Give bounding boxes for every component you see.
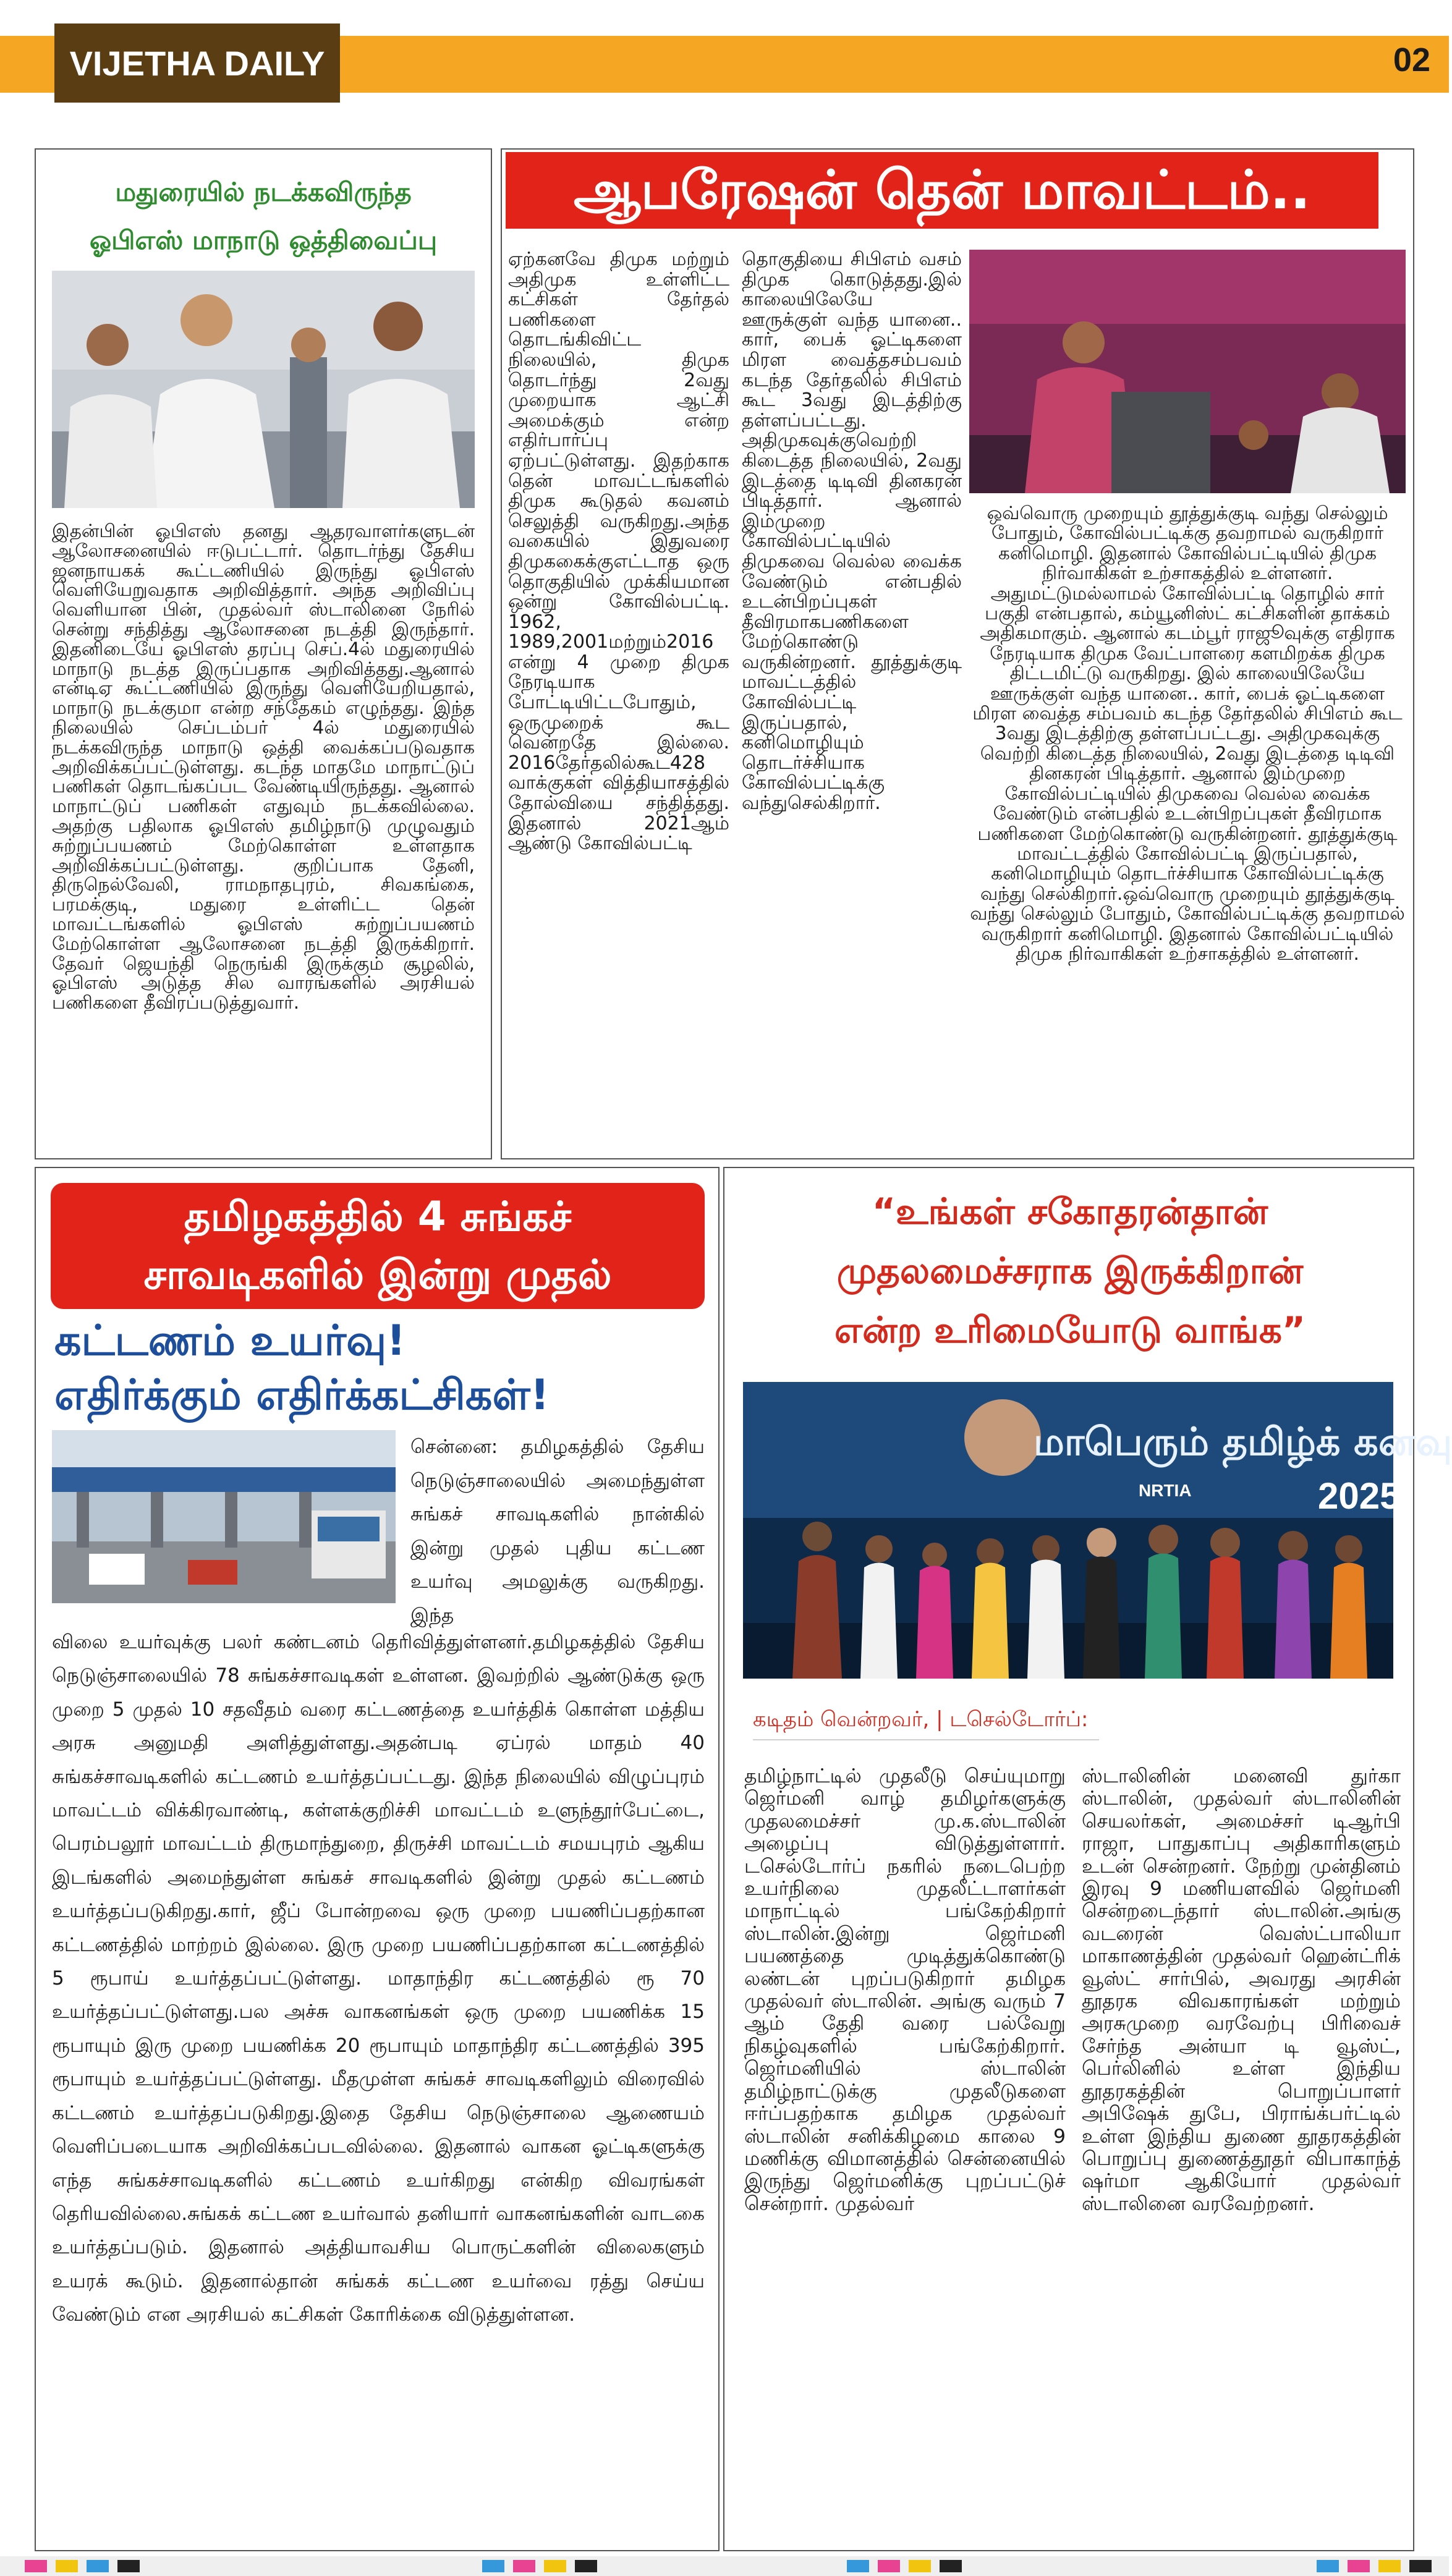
article-toll-box bbox=[35, 1167, 720, 2551]
article-ops-title-line1: மதுரையில் நடக்கவிருந்த bbox=[115, 177, 412, 207]
article-stalin-headline-line2: முதலமைச்சராக இருக்கிறான் bbox=[836, 1250, 1304, 1292]
article-ops-title-line2: ஓபிஎஸ் மாநாடு ஒத்திவைப்பு bbox=[89, 225, 438, 255]
article-stalin-headline-line3: என்ற உரிமையோடு வாங்க” bbox=[834, 1309, 1306, 1351]
article-stalin-photo-banner-year: 2025 bbox=[1318, 1475, 1401, 1517]
article-ops-body: இதன்பின் ஓபிஎஸ் தனது ஆதரவாளர்களுடன் ஆலோசனையில் ஈடுபட்டார். தொடர்ந்து தேசிய ஜனநாயகக் கூட்டணியில் இருந்து ஓபிஎஸ் வெளியேறுவதாக அறிவித்தார். அந்த அறிவிப்பு வெளியான பின், முதல்வர் ஸ்டாலினை நேரில் சென்று சந்தித்து ஆலோசனை நடத்தி இருந்தார். இதனிடையே ஓபிஎஸ் தரப்பு செப்.4ல் மதுரையில் மாநாடு நடத்த இருப்பதாக அறிவித்தது.ஆனால் என்டிஏ கூட்டணியில் இருந்து வெளியேறியதால், மாநாடு நடக்குமா என்ற சந்தேகம் எழுந்தது. இந்த நிலையில் செப்டம்பர் 4ல் மதுரையில் நடக்கவிருந்த மாநாடு ஒத்தி வைக்கப்படுவதாக அறிவிக்கப்பட்டுள்ளது. கடந்த மாதமே மாநாட்டுப் பணிகள் தொடங்கப்பட வேண்டியிருந்தது. ஆனால் மாநாட்டுப் பணிகள் எதுவும் நடக்கவில்லை. அதற்கு பதிலாக ஓபிஎஸ் தமிழ்நாடு முழுவதும் சுற்றுப்பயணம் மேற்கொள்ள உள்ளதாக அறிவிக்கப்பட்டுள்ளது. குறிப்பாக தேனி, திருநெல்வேலி, ராமநாதபுரம், சிவகங்கை, பரமக்குடி, மதுரை உள்ளிட்ட தென் மாவட்டங்களில் ஓபிஎஸ் சுற்றுப்பயணம் மேற்கொள்ள ஆலோசனை நடத்தி இருக்கிறார். தேவர் ஜெயந்தி நெருங்கி இருக்கும் சூழலில், ஓபிஎஸ் அடுத்த சில வாரங்களில் அரசியல் பணிகளை தீவிரப்படுத்துவார். bbox=[52, 520, 475, 1014]
footer-swatch bbox=[878, 2560, 900, 2572]
article-toll-intro: சென்னை: தமிழகத்தில் தேசிய நெடுஞ்சாலையில் அமைந்துள்ள சுங்கச் சாவடிகளில் நான்கில் இன்று முதல் புதிய கட்டண உயர்வு அமலுக்கு வருகிறது. இந்த bbox=[410, 1436, 705, 1627]
article-toll-sub-line2: எதிர்க்கும் எதிர்க்கட்சிகள்! bbox=[54, 1371, 550, 1420]
article-stalin-headline bbox=[731, 1182, 1409, 1360]
article-stalin-box bbox=[723, 1167, 1452, 2551]
footer-swatch bbox=[940, 2560, 962, 2572]
article-toll-photo bbox=[52, 1430, 396, 1603]
article-operation-col1: ஏற்கனவே திமுக மற்றும் அதிமுக உள்ளிட்ட கட்சிகள் தேர்தல் பணிகளை தொடங்கிவிட்ட நிலையில், திமுக தொடர்ந்து 2வது முறையாக ஆட்சி அமைக்கும் என்ற எதிர்பார்ப்பு ஏற்பட்டுள்ளது. இதற்காக தென் மாவட்டங்களில் திமுக கூடுதல் கவனம் செலுத்தி வருகிறது.அந்த வகையில் இதுவரை திமுககைக்குஎட்டாத ஒரு தொகுதியில் முக்கியமான ஒன்று கோவில்பட்டி. 1962, 1989,2001மற்றும்2016 என்று 4 முறை திமுக நேரடியாக போட்டியிட்டபோதும், ஒருமுறைக் கூட வென்றதே இல்லை. 2016தேர்தலில்கூட428 வாக்குகள் வித்தியாசத்தில் தோல்வியை சந்தித்தது. இதனால் 2021ஆம் ஆண்டு கோவில்பட்டி bbox=[508, 248, 729, 855]
footer-swatch bbox=[575, 2560, 597, 2572]
article-operation-box bbox=[501, 148, 1414, 1159]
article-toll-sub-line1: கட்டணம் உயர்வு! bbox=[54, 1316, 406, 1365]
footer-bar bbox=[0, 2556, 1449, 2576]
article-operation-headline: ஆபரேஷன் தென் மாவட்டம்.. bbox=[574, 159, 1310, 221]
masthead bbox=[54, 23, 340, 103]
article-stalin-caption-rule bbox=[753, 1739, 1099, 1740]
footer-swatch bbox=[1348, 2560, 1370, 2572]
article-toll-headline-line2: சாவடிகளில் இன்று முதல் bbox=[143, 1251, 612, 1299]
footer-swatch bbox=[544, 2560, 566, 2572]
footer-swatch bbox=[482, 2560, 504, 2572]
article-toll-body: விலை உயர்வுக்கு பலர் கண்டனம் தெரிவித்துள்ளனர்.தமிழகத்தில் தேசிய நெடுஞ்சாலையில் 78 சுங்கச்சாவடிகள் உள்ளன. இவற்றில் ஆண்டுக்கு ஒரு முறை 5 முதல் 10 சதவீதம் வரை கட்டணத்தை உயர்த்திக் கொள்ள மத்திய அரசு அனுமதி அளித்துள்ளது.அதன்படி ஏப்ரல் மாதம் 40 சுங்கச்சாவடிகளில் கட்டணம் உயர்த்தப்பட்டது. இந்த நிலையில் விழுப்புரம் மாவட்டம் விக்கிரவாண்டி, கள்ளக்குறிச்சி மாவட்டம் உளுந்தூர்பேட்டை, பெரம்பலூர் மாவட்டம் திருமாந்துறை, திருச்சி மாவட்டம் சமயபுரம் ஆகிய இடங்களில் அமைந்துள்ள சுங்கச் சாவடிகளில் இன்று முதல் கட்டணம் உயர்த்தப்படுகிறது.கார், ஜீப் போன்றவை ஒரு முறை பயணிப்பதற்கான கட்டணத்தில் மாற்றம் இல்லை. இரு முறை பயணிப்பதற்கான கட்டணத்தில் 5 ரூபாய் உயர்த்தப்பட்டுள்ளது. மாதாந்திர கட்டணத்தில் ரூ 70 உயர்த்தப்பட்டுள்ளது.பல அச்சு வாகனங்கள் ஒரு முறை பயணிக்க 15 ரூபாயும் இரு முறை பயணிக்க 20 ரூபாயும் மாதாந்திர கட்டணத்தில் 395 ரூபாயும் உயர்த்தப்பட்டுள்ளது. மீதமுள்ள சுங்கச் சாவடிகளிலும் விரைவில் கட்டணம் உயர்த்தப்படுகிறது.இதை தேசிய நெடுஞ்சாலை ஆணையம் வெளிப்படையாக அறிவிக்கப்படவில்லை. இதனால் வாகன ஓட்டிகளுக்கு எந்த சுங்கச்சாவடிகளில் கட்டணம் உயர்கிறது என்கிற விவரங்கள் தெரியவில்லை.சுங்கக் கட்டண உயர்வால் தனியார் வாகனங்களின் வாடகை உயர்த்தப்படும். இதனால் அத்தியாவசிய பொருட்களின் விலைகளும் உயரக் கூடும். இதனால்தான் சுங்கக் கட்டண உயர்வை ரத்து செய்ய வேண்டும் என அரசியல் கட்சிகள் கோரிக்கை விடுத்துள்ளன. bbox=[52, 1631, 705, 2326]
article-stalin-photo-banner-nrtia: NRTIA bbox=[1139, 1481, 1192, 1500]
footer-swatch bbox=[1317, 2560, 1339, 2572]
article-ops-photo bbox=[52, 271, 475, 508]
article-stalin-photo bbox=[743, 1382, 1452, 1679]
article-toll-headline bbox=[51, 1188, 705, 1304]
footer-swatch bbox=[1409, 2560, 1432, 2572]
article-stalin-caption: கடிதம் வென்றவர், | டசெல்டோர்ப்: bbox=[753, 1707, 1089, 1732]
footer-swatch bbox=[117, 2560, 140, 2572]
page-number: 02 bbox=[1393, 41, 1430, 78]
article-stalin-headline-line1: “உங்கள் சகோதரன்தான் bbox=[872, 1190, 1268, 1232]
article-ops-title bbox=[36, 168, 491, 265]
footer-swatch bbox=[847, 2560, 869, 2572]
article-operation-caption: ஒவ்வொரு முறையும் தூத்துக்குடி வந்து செல்லும் போதும், கோவில்பட்டிக்கு தவறாமல் வருகிறார் கனிமொழி. இதனால் கோவில்பட்டியில் திமுக நிர்வாகிகள் உற்சாகத்தில் உள்ளனர். அதுமட்டுமல்லாமல் கோவில்பட்டி தொழில் சார் பகுதி என்பதால், கம்யூனிஸ்ட் கட்சிகளின் தாக்கம் அதிகமாகும். ஆனால் கடம்பூர் ராஜூவுக்கு எதிராக நேரடியாக திமுக வேட்பாளரை களமிறக்க திமுக திட்டமிட்டு வருகிறது. இல் காலையிலேயே ஊருக்குள் வந்த யானை.. கார், பைக் ஓட்டிகளை மிரள வைத்த சம்பவம் கடந்த தேர்தலில் சிபிஎம் கூட 3வது இடத்திற்கு தள்ளப்பட்டது. அதிமுகவுக்கு வெற்றி கிடைத்த நிலையில், 2வது இடத்தை டிடிவி தினகரன் பிடித்தார். ஆனால் இம்முறை கோவில்பட்டியில் திமுகவை வெல்ல வைக்க வேண்டும் என்பதில் உடன்பிறப்புகள் தீவிரமாக பணிகளை மேற்கொண்டு வருகின்றனர். தூத்துக்குடி மாவட்டத்தில் கோவில்பட்டி இருப்பதால், கனிமொழியும் தொடர்ச்சியாக கோவில்பட்டிக்கு வந்து செல்கிறார்.ஒவ்வொரு முறையும் தூத்துக்குடி வந்து செல்லும் போதும், கோவில்பட்டிக்கு தவறாமல் வருகிறார் கனிமொழி. இதனால் கோவில்பட்டியில் திமுக நிர்வாகிகள் உற்சாகத்தில் உள்ளனர். bbox=[970, 502, 1405, 964]
footer-swatch bbox=[56, 2560, 78, 2572]
article-stalin-col2: ஸ்டாலினின் மனைவி துர்கா ஸ்டாலின், முதல்வர் ஸ்டாலினின் செயலர்கள், அமைச்சர் டிஆர்பி ராஜா, பாதுகாப்பு அதிகாரிகளும் உடன் சென்றனர். நேற்று முன்தினம் இரவு 9 மணியளவில் ஜெர்மனி சென்றடைந்தார் ஸ்டாலின்.அங்கு வடரைன் வெஸ்ட்பாலியா மாகாணத்தின் முதல்வர் ஹென்ட்ரிக் வூஸ்ட் சார்பில், அவரது அரசின் தூதரக விவகாரங்கள் மற்றும் அரசுமுறை வரவேற்பு பிரிவைச் சேர்ந்த அன்யா டி வூஸ்ட், பெர்லினில் உள்ள இந்திய தூதரகத்தின் பொறுப்பாளர் அபிஷேக் துபே, பிராங்க்பர்ட்டில் உள்ள இந்திய துணை தூதரகத்தின் பொறுப்பு துணைத்தூதர் விபாகாந்த் ஷர்மா ஆகியோர் முதல்வர் ஸ்டாலினை வரவேற்றனர். bbox=[1082, 1765, 1401, 2215]
article-operation-photo bbox=[969, 250, 1406, 493]
article-operation-col2: தொகுதியை சிபிஎம் வசம் திமுக கொடுத்தது.இல் காலையிலேயே ஊருக்குள் வந்த யானை.. கார், பைக் ஓட்டிகளை மிரள வைத்தசம்பவம் கடந்த தேர்தலில் சிபிஎம் கூட 3வது இடத்திற்கு தள்ளப்பட்டது. அதிமுகவுக்குவெற்றி கிடைத்த நிலையில், 2வது இடத்தை டிடிவி தினகரன் பிடித்தார். ஆனால் இம்முறை கோவில்பட்டியில் திமுகவை வெல்ல வைக்க வேண்டும் என்பதில் உடன்பிறப்புகள் தீவிரமாகபணிகளை மேற்கொண்டு வருகின்றனர். தூத்துக்குடி மாவட்டத்தில் கோவில்பட்டி இருப்பதால், கனிமொழியும் தொடர்ச்சியாக கோவில்பட்டிக்கு வந்துசெல்கிறார். bbox=[742, 248, 962, 815]
footer-swatch bbox=[25, 2560, 47, 2572]
footer-swatch bbox=[1378, 2560, 1401, 2572]
article-toll-subheadline bbox=[54, 1314, 710, 1423]
masthead-title: VIJETHA DAILY bbox=[69, 43, 325, 83]
footer-swatch bbox=[513, 2560, 535, 2572]
article-stalin-photo-banner-text: மாபெரும் தமிழ்க் கனவு bbox=[1034, 1419, 1452, 1464]
footer-swatch bbox=[909, 2560, 931, 2572]
article-stalin-col1: தமிழ்நாட்டில் முதலீடு செய்யுமாறு ஜெர்மனி வாழ் தமிழர்களுக்கு முதலமைச்சர் மு.க.ஸ்டாலின் அழைப்பு விடுத்துள்ளார். டசெல்டோர்ப் நகரில் நடைபெற்ற உயர்நிலை முதலீட்டாளர்கள் மாநாட்டில் பங்கேற்கிறார் ஸ்டாலின்.இன்று ஜெர்மனி பயணத்தை முடித்துக்கொண்டு லண்டன் புறப்படுகிறார் தமிழக முதல்வர் ஸ்டாலின். அங்கு வரும் 7 ஆம் தேதி வரை பல்வேறு நிகழ்வுகளில் பங்கேற்கிறார். ஜெர்மனியில் ஸ்டாலின் தமிழ்நாட்டுக்கு முதலீடுகளை ஈர்ப்பதற்காக தமிழக முதல்வர் ஸ்டாலின் சனிக்கிழமை காலை 9 மணிக்கு விமானத்தில் சென்னையில் இருந்து ஜெர்மனிக்கு புறப்பட்டுச் சென்றார். முதல்வர் bbox=[744, 1765, 1066, 2215]
footer-swatch bbox=[87, 2560, 109, 2572]
article-toll-headline-line1: தமிழகத்தில் 4 சுங்கச் bbox=[184, 1193, 572, 1240]
article-ops-box bbox=[35, 148, 492, 1159]
